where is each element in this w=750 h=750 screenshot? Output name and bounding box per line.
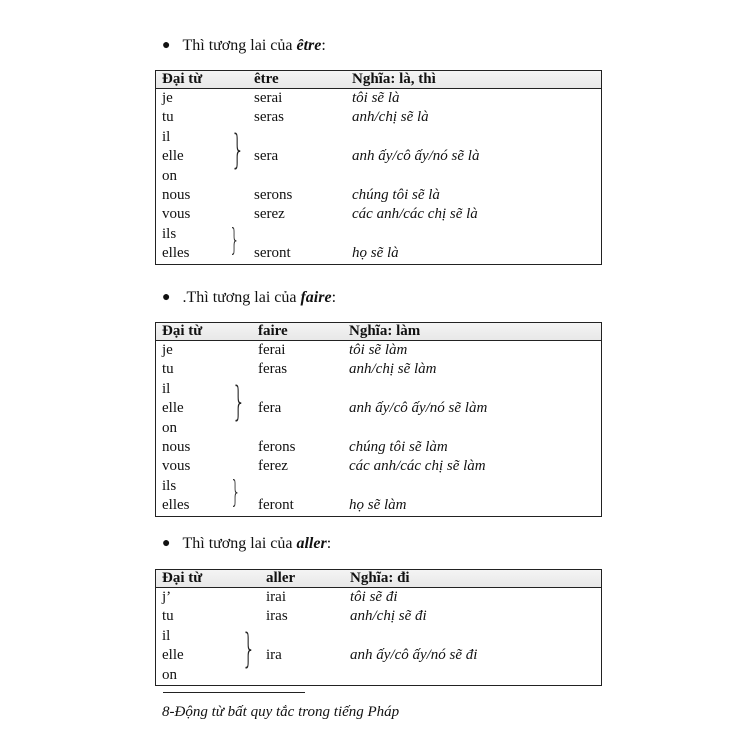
meaning-cell: họ sẽ là — [352, 245, 399, 262]
table-row — [156, 438, 601, 457]
verb-form-cell: ferons — [258, 438, 296, 455]
header-form: être — [254, 71, 279, 87]
pronoun-cell: on — [162, 666, 177, 683]
pronoun-cell: nous — [162, 438, 191, 455]
brace-icon: } — [230, 127, 245, 173]
pronoun-cell: elle — [162, 647, 184, 664]
conjugation-table-faire — [155, 322, 602, 517]
header-form: faire — [258, 323, 288, 339]
verb-form-cell: iras — [266, 608, 288, 625]
table-row — [156, 205, 601, 224]
table-row — [156, 627, 601, 646]
verb-form-cell: serons — [254, 186, 293, 203]
table-row — [156, 666, 601, 685]
table-row — [156, 89, 601, 108]
conjugation-table-aller — [155, 569, 602, 686]
section-heading-etre — [162, 36, 326, 56]
table-body — [156, 89, 601, 264]
table-header — [156, 71, 601, 89]
meaning-cell: chúng tôi sẽ làm — [349, 438, 448, 455]
pronoun-cell: il — [162, 380, 171, 397]
meaning-cell: tôi sẽ đi — [350, 589, 398, 605]
meaning-cell: tôi sẽ làm — [349, 342, 408, 358]
verb-form-cell: ira — [266, 647, 282, 664]
meaning-cell: các anh/các chị sẽ là — [352, 206, 478, 223]
pronoun-cell: tu — [162, 361, 174, 378]
pronoun-cell: elles — [162, 245, 190, 262]
header-pronoun: Đại từ — [162, 323, 203, 339]
brace-icon: } — [230, 475, 241, 510]
table-row — [156, 128, 601, 147]
pronoun-cell: ils — [162, 477, 177, 494]
table-row — [156, 147, 601, 166]
header-form: aller — [266, 570, 296, 586]
pronoun-cell: j’ — [162, 589, 172, 605]
table-row — [156, 341, 601, 360]
verb-form-cell: feras — [258, 361, 288, 378]
meaning-cell: họ sẽ làm — [349, 497, 407, 514]
verb-form-cell: ferez — [258, 458, 288, 475]
table-row — [156, 380, 601, 399]
table-row — [156, 457, 601, 476]
heading-text: Thì tương lai của aller: — [182, 535, 332, 552]
pronoun-cell: elle — [162, 400, 184, 417]
table-row — [156, 225, 601, 244]
verb-form-cell: serai — [254, 90, 283, 106]
table-row — [156, 496, 601, 515]
pronoun-cell: elle — [162, 148, 184, 165]
section-heading-faire — [162, 288, 336, 308]
meaning-cell: anh ấy/cô ấy/nó sẽ là — [352, 148, 480, 165]
pronoun-cell: je — [162, 90, 173, 106]
verb-form-cell: irai — [266, 589, 286, 605]
verb-form-cell: seras — [254, 109, 284, 126]
meaning-cell: anh/chị sẽ làm — [349, 361, 437, 378]
verb-form-cell: ferai — [258, 342, 286, 358]
header-meaning: Nghĩa: làm — [349, 323, 421, 339]
heading-text: Thì tương lai của être: — [182, 37, 326, 54]
heading-verb: aller — [296, 535, 327, 552]
meaning-cell: anh/chị sẽ là — [352, 109, 429, 126]
table-row — [156, 360, 601, 379]
table-row — [156, 419, 601, 438]
pronoun-cell: elles — [162, 497, 190, 514]
verb-form-cell: feront — [258, 497, 294, 514]
verb-form-cell: sera — [254, 148, 279, 165]
meaning-cell: anh/chị sẽ đi — [350, 608, 427, 625]
heading-verb: faire — [300, 289, 332, 306]
pronoun-cell: tu — [162, 608, 174, 625]
verb-form-cell: seront — [254, 245, 291, 262]
header-meaning: Nghĩa: đi — [350, 570, 410, 586]
header-pronoun: Đại từ — [162, 71, 203, 87]
table-header — [156, 570, 601, 588]
heading-verb: être — [296, 37, 322, 54]
meaning-cell: chúng tôi sẽ là — [352, 186, 440, 203]
header-meaning: Nghĩa: là, thì — [352, 71, 436, 87]
verb-form-cell: serez — [254, 206, 285, 223]
header-pronoun: Đại từ — [162, 570, 203, 586]
brace-icon: } — [229, 223, 240, 258]
pronoun-cell: ils — [162, 225, 177, 242]
verb-form-cell: fera — [258, 400, 282, 417]
meaning-cell: các anh/các chị sẽ làm — [349, 458, 486, 475]
page-footer: 8-Động từ bất quy tắc trong tiếng Pháp — [162, 704, 400, 720]
meaning-cell: anh ấy/cô ấy/nó sẽ làm — [349, 400, 488, 417]
table-row — [156, 607, 601, 626]
table-row — [156, 477, 601, 496]
pronoun-cell: nous — [162, 186, 191, 203]
table-row — [156, 186, 601, 205]
meaning-cell: anh ấy/cô ấy/nó sẽ đi — [350, 647, 478, 664]
brace-icon: } — [231, 379, 246, 425]
pronoun-cell: il — [162, 627, 171, 644]
pronoun-cell: il — [162, 128, 171, 145]
bullet-icon: ● — [162, 38, 171, 53]
table-row — [156, 399, 601, 418]
section-heading-aller — [162, 534, 331, 554]
pronoun-cell: je — [162, 342, 173, 358]
pronoun-cell: on — [162, 419, 177, 436]
meaning-cell: tôi sẽ là — [352, 90, 400, 106]
bullet-icon: ● — [162, 536, 171, 551]
pronoun-cell: on — [162, 167, 177, 184]
table-row — [156, 588, 601, 607]
table-row — [156, 646, 601, 665]
brace-icon: } — [241, 626, 256, 672]
table-body — [156, 588, 601, 685]
table-header — [156, 323, 601, 341]
pronoun-cell: vous — [162, 458, 191, 475]
pronoun-cell: vous — [162, 206, 191, 223]
bullet-icon: ● — [162, 290, 171, 305]
table-row — [156, 108, 601, 127]
pronoun-cell: tu — [162, 109, 174, 126]
table-row — [156, 244, 601, 263]
footer-rule — [163, 692, 305, 693]
heading-text: .Thì tương lai của faire: — [182, 289, 337, 306]
table-body — [156, 341, 601, 516]
table-row — [156, 167, 601, 186]
conjugation-table-etre — [155, 70, 602, 265]
